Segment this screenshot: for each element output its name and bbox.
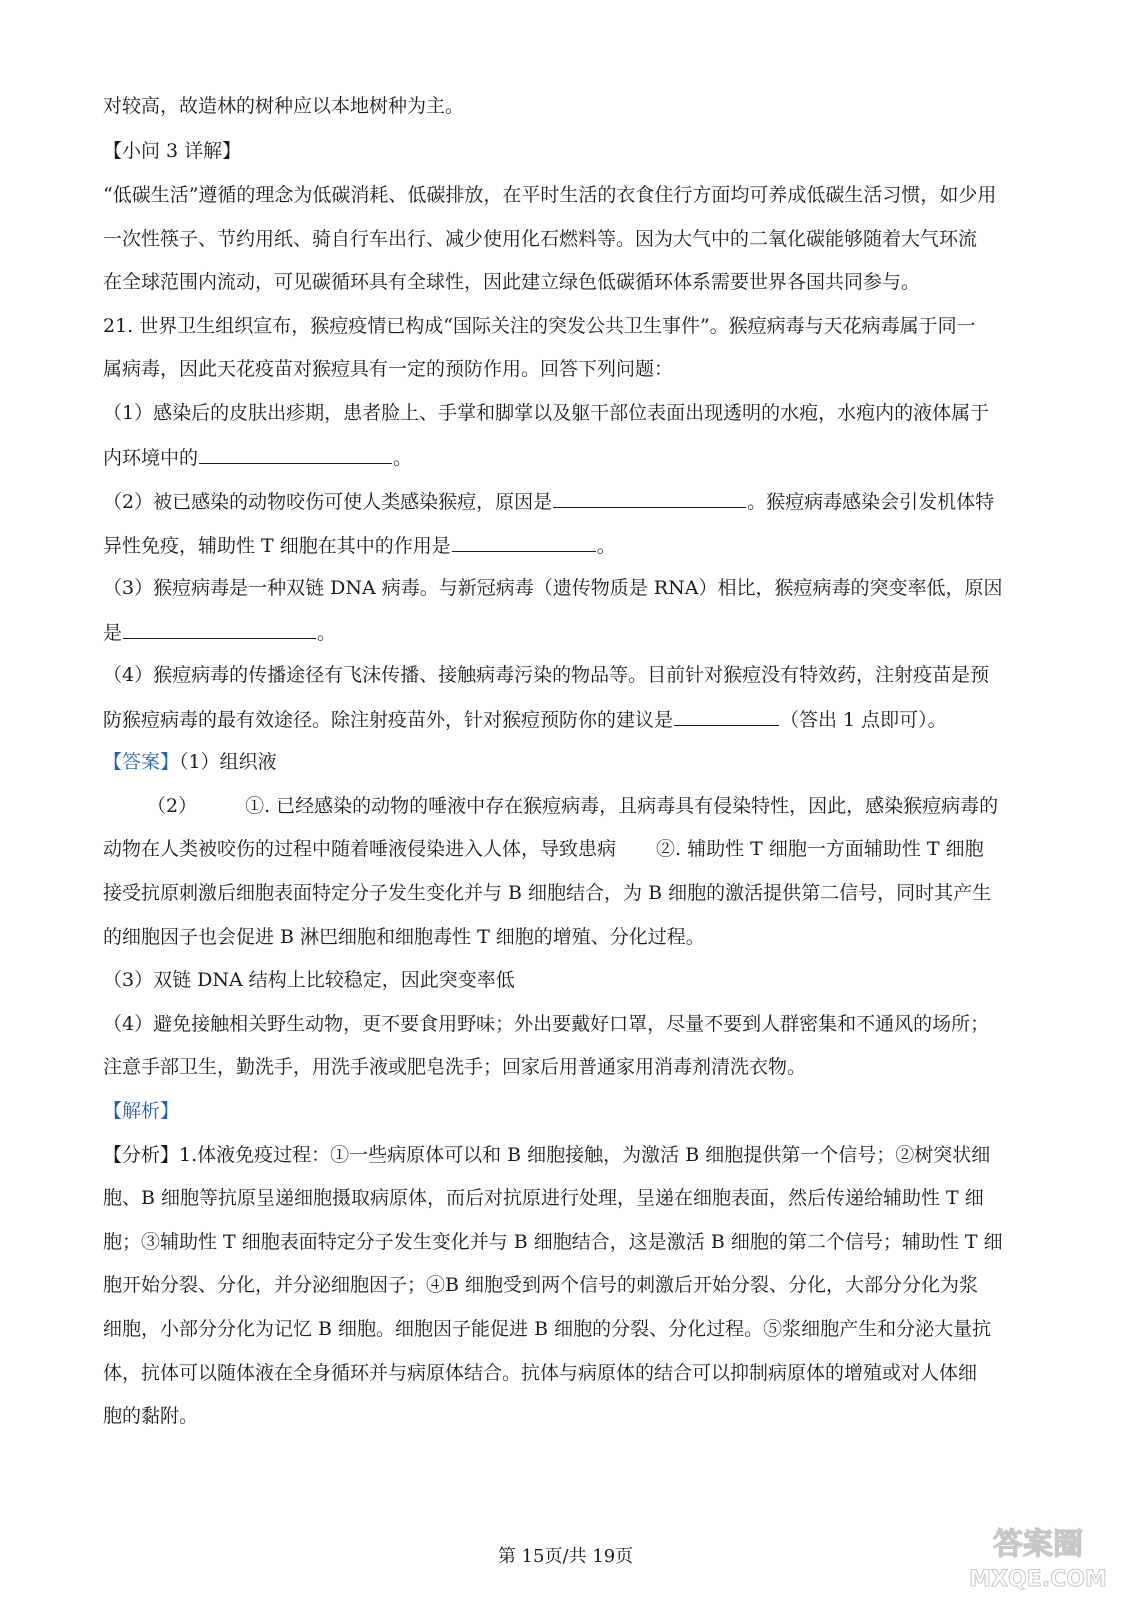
paragraph-line: 在全球范围内流动，可见碳循环具有全球性，因此建立绿色低碳循环体系需要世界各国共同参与。 [103, 271, 921, 293]
analysis-line: 细胞，小部分分化为记忆 B 细胞。细胞因子能促进 B 细胞的分裂、分化过程。⑤浆细胞产生和分泌大量抗 [103, 1318, 992, 1340]
answer-blank [452, 531, 596, 552]
answer-line: 注意手部卫生，勤洗手，用洗手液或肥皂洗手；回家后用普通家用消毒剂清洗衣物。 [103, 1056, 807, 1078]
paragraph-line: “低碳生活”遵循的理念为低碳消耗、低碳排放，在平时生活的衣食住行方面均可养成低碳生活习惯，如少用 [103, 184, 997, 206]
watermark-logo [963, 1518, 1113, 1594]
question-part-1-cont [103, 443, 1023, 471]
analysis-line: 胞、B 细胞等抗原呈递细胞摄取病原体，而后对抗原进行处理，呈递在细胞表面，然后传递给辅助性 T 细 [103, 1187, 984, 1209]
question-stem: 属病毒，因此天花疫苗对猴痘具有一定的预防作用。回答下列问题： [103, 358, 674, 380]
watermark-text: 答案圈 [993, 1527, 1083, 1562]
question-part-3-cont [103, 618, 1023, 646]
answer-part-2 [147, 793, 1023, 819]
question-text: （2）被已感染的动物咬伤可使人类感染猴痘，原因是 [103, 491, 553, 513]
analysis-line: 胞开始分裂、分化，并分泌细胞因子；④B 细胞受到两个信号的刺激后开始分裂、分化，大部分分化为浆 [103, 1274, 979, 1296]
question-part-2-cont [103, 531, 1023, 559]
answer-blank [553, 487, 746, 508]
question-part-3: （3）猴痘病毒是一种双链 DNA 病毒。与新冠病毒（遗传物质是 RNA）相比，猴痘病毒的突变率低，原因 [103, 577, 1003, 599]
analysis-line: 体，抗体可以随体液在全身循环并与病原体结合。抗体与病原体的结合可以抑制病原体的增殖或对人体细 [103, 1362, 978, 1384]
analysis-line: 【分析】1.体液免疫过程：①一些病原体可以和 B 细胞接触，为激活 B 细胞提供第一个信号；②树突状细 [103, 1144, 991, 1166]
answer-blank [674, 705, 779, 726]
question-text: 是 [103, 622, 123, 644]
question-text: 。猴痘病毒感染会引发机体特 [747, 491, 995, 513]
question-text: 内环境中的 [103, 447, 199, 469]
question-stem: 21. 世界卫生组织宣布，猴痘疫情已构成“国际关注的突发公共卫生事件”。猴痘病毒与天花病毒属于同一 [103, 315, 976, 337]
answer-text: ①. 已经感染的动物的唾液中存在猴痘病毒，且病毒具有侵染特性，因此，感染猴痘病毒的 [245, 795, 999, 817]
paragraph-line: 对较高，故造林的树种应以本地树种为主。 [103, 95, 465, 117]
question-part-1: （1）感染后的皮肤出疹期，患者脸上、手掌和脚掌以及躯干部位表面出现透明的水疱，水疱内的液体属于 [103, 402, 990, 424]
answer-line: 接受抗原刺激后细胞表面特定分子发生变化并与 B 细胞结合，为 B 细胞的激活提供第二信号，同时其产生 [103, 882, 992, 904]
answer-blank [199, 443, 392, 464]
answer-line: 的细胞因子也会促进 B 淋巴细胞和细胞毒性 T 细胞的增殖、分化过程。 [103, 926, 705, 948]
answer-part-2-cont [103, 836, 1023, 862]
paragraph-line: 一次性筷子、节约用纸、骑自行车出行、减少使用化石燃料等。因为大气中的二氧化碳能够随着大气环流 [103, 228, 978, 250]
answer-number: （2） [147, 795, 198, 817]
question-text: 。 [317, 622, 337, 644]
question-part-4: （4）猴痘病毒的传播途径有飞沫传播、接触病毒污染的物品等。目前针对猴痘没有特效药，注射疫苗是预 [103, 664, 990, 686]
answer-part-4: （4）避免接触相关野生动物，更不要食用野味；外出要戴好口罩，尽量不要到人群密集和不通风的场所； [103, 1013, 990, 1035]
question-text: 。 [596, 535, 616, 557]
analysis-line: 胞；③辅助性 T 细胞表面特定分子发生变化并与 B 细胞结合，这是激活 B 细胞的第二个信号；辅助性 T 细 [103, 1231, 1003, 1253]
analysis-line: 胞的黏附。 [103, 1405, 199, 1427]
page-number: 第 15页/共 19页 [497, 1546, 634, 1567]
question-text: （答出 1 点即可）。 [780, 709, 947, 731]
analysis-label: 【解析】 [103, 1100, 180, 1122]
answer-blank [123, 618, 316, 639]
question-text: 。 [393, 447, 413, 469]
answer-text: （1）组织液 [179, 751, 277, 773]
question-text: 防猴痘病毒的最有效途径。除注射疫苗外，针对猴痘预防你的建议是 [103, 709, 674, 731]
answer-text: ②. 辅助性 T 细胞一方面辅助性 T 细胞 [656, 838, 984, 860]
question-part-4-cont [103, 705, 1023, 733]
section-heading: 【小问 3 详解】 [103, 140, 242, 162]
answer-section [103, 749, 1023, 775]
answer-label: 【答案】 [103, 751, 180, 773]
answer-text: 动物在人类被咬伤的过程中随着唾液侵染进入人体，导致患病 [103, 838, 617, 860]
question-part-2 [103, 487, 1023, 515]
question-text: 异性免疫，辅助性 T 细胞在其中的作用是 [103, 535, 451, 557]
watermark-url: MXQE.COM [969, 1567, 1107, 1592]
answer-part-3: （3）双链 DNA 结构上比较稳定，因此突变率低 [103, 969, 515, 991]
